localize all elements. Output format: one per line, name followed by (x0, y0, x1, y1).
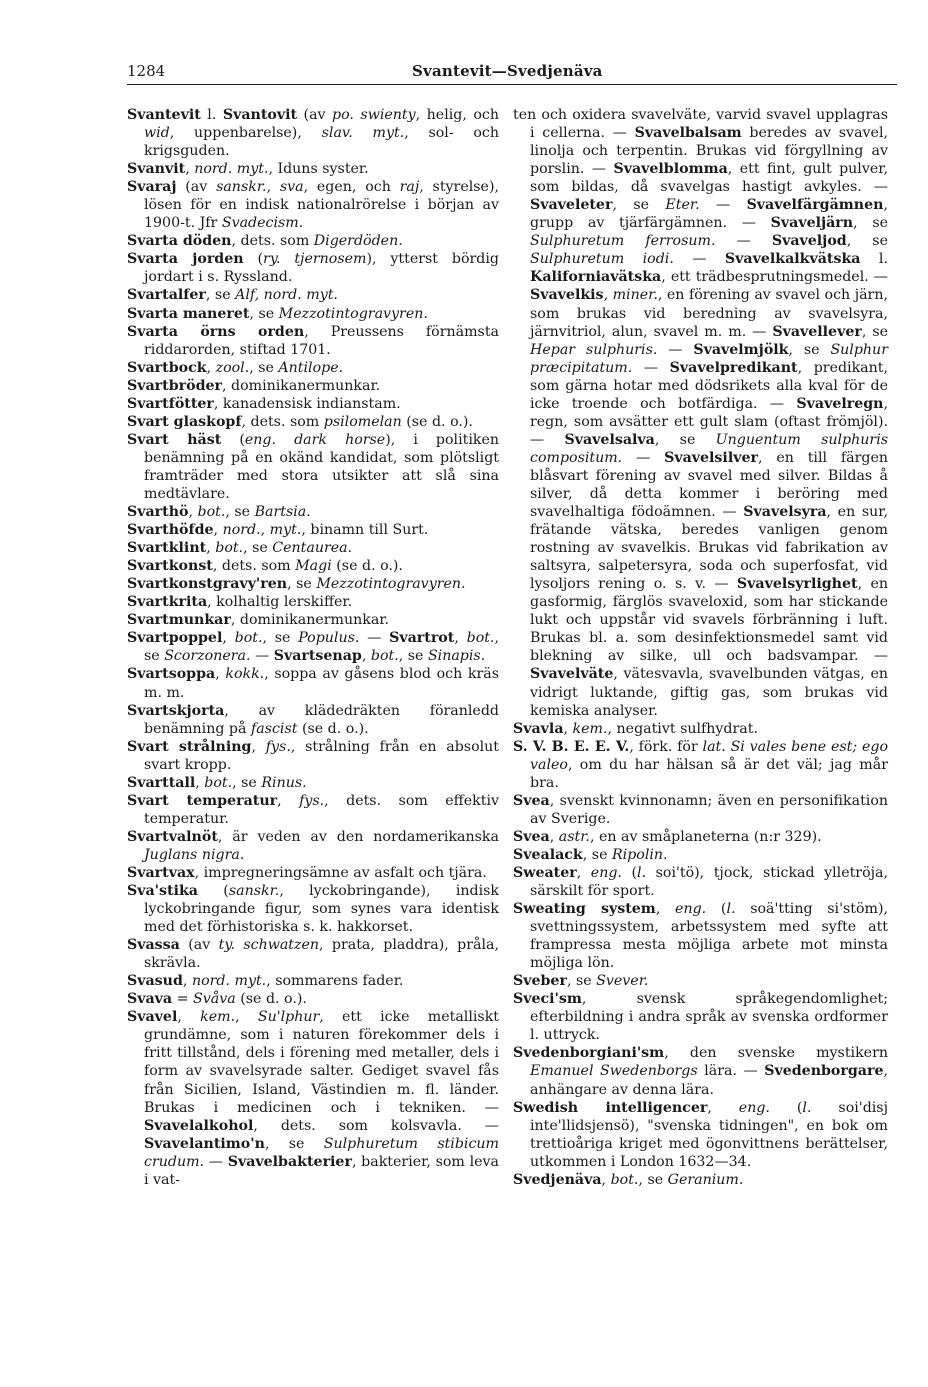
dictionary-entry: Sveci'sm, svensk språkegendomlighet; efterbildning i andra språk av svenska ordformer l. uttryck. (513, 991, 888, 1044)
dictionary-entry: Svart glaskopf, dets. som psilomelan (se d. o.). (127, 413, 473, 430)
dictionary-entry: Svartkonst, dets. som Magi (se d. o.). (127, 558, 403, 575)
dictionary-entry: Svavla, kem., negativt sulfhydrat. (513, 720, 758, 737)
dictionary-entry: Svartvalnöt, är veden av den nordamerikanska Juglans nigra. (127, 828, 499, 863)
dictionary-entry: ten och oxidera svavelväte, varvid svavel upplagras i cellerna. — Svavelbalsam beredes av svavel, linolja och terpentin. Brukas vid förgyllning av porslin. — Svavelblomma, ett fint, gult pulver, som bildas, då svavelgas hastigt avkyles. — Svaveleter, se Eter. — Svavelfärgämnen, grupp av tjärfärgämnen. — Svaveljärn, se Sulphuretum ferrosum. — Svaveljod, se Sulphuretum iodi. — Svavelkalkvätska l. Kaliforniavätska, ett trädbesprutningsmedel. — Svavelkis, miner., en förening av svavel och järn, som brukas vid beredning av svavelsyra, järnvitriol, alun, svavel m. m. — Svavellever, se Hepar sulphuris. — Svavelmjölk, se Sulphur præcipitatum. — Svavelpredikant, predikant, som gärna hotar med dödsrikets alla kval för de icke troende och botfärdiga. — Svavelregn, regn, som avsätter ett gult slam (oftast frömjöl). — Svavelsalva, se Unguentum sulphuris compositum. — Svavelsilver, en till färgen blåsvart förening av svavel med silver. Bildas å silver, då detta kommer i beröring med svavelhaltiga födoämnen. — Svavelsyra, en sur, frätande vätska, beredes vanligen genom rostning av svavelkis. Brukas vid fabrikation av saltsyra, salpetersyra, soda och superfosfat, vid lysoljors rening o. s. v. — Svavelsyrlighet, en gasformig, färglös svaveloxid, som har stickande lukt och uppstår vid svavels förbränning i luft. Brukas bl. a. som desinfektionsmedel samt vid blekning av silke, ull och badsvampar. — Svavelväte, vätesvavla, svavelbunden vätgas, en vidrigt luktande, giftig gas, som brukas vid kemiska analyser. (513, 107, 889, 719)
dictionary-entry: Sweater, eng. (l. soi'tö), tjock, stickad ylletröja, särskilt för sport. (513, 864, 889, 900)
dictionary-entry: Svarta jorden (ry. tjernosem), ytterst bördig jordart i s. Ryssland. (127, 251, 499, 286)
left-column (127, 106, 499, 1189)
dictionary-entry: Svartskjorta, av klädedräkten föranledd benämning på fascist (se d. o.). (127, 702, 499, 737)
dictionary-entry: Sweating system, eng. (l. soä'tting si'stöm), svettningssystem, arbetssystem med syfte att frampressa mesta möjliga arbete mot minsta möjliga lön. (513, 901, 889, 972)
dictionary-entry: Svarthö, bot., se Bartsia. (127, 504, 311, 521)
dictionary-entry: Svart häst (eng. dark horse), i politiken benämning på en okänd kandidat, som plötsligt framträder med stora utsikter att slå sina medtävlare. (127, 431, 499, 502)
dictionary-entry: Svea, svenskt kvinnonamn; även en personifikation av Sverige. (513, 792, 888, 827)
dictionary-entry: S. V. B. E. E. V., förk. för lat. Si vales bene est; ego valeo, om du har hälsan så är det väl; jag mår bra. (513, 738, 888, 791)
dictionary-entry: Svavel, kem., Su'lphur, ett icke metalliskt grundämne, som i naturen förekommer dels i fritt tillstånd, dels i förening med metaller, dels i form av svavelsyrade salter. Gediget svavel fås från Sicilien, Island, Västindien m. fl. länder. Brukas i medicinen och i tekniken. — Svavelalkohol, dets. som kolsvavla. — Svavelantimo'n, se Sulphuretum stibicum crudum. — Svavelbakterier, bakterier, som leva i vat- (127, 1009, 499, 1188)
dictionary-entry: Sva'stika (sanskr., lyckobringande), indisk lyckobringande figur, som synes vara identisk med det förhistoriska s. k. hakkorset. (127, 883, 499, 936)
dictionary-entry: Svantevit l. Svantovit (av po. swienty, helig, och wid, uppenbarelse), slav. myt., sol- och krigsguden. (127, 107, 500, 160)
dictionary-entry: Svartmunkar, dominikanermunkar. (127, 612, 390, 629)
dictionary-entry: Svassa (av ty. schwatzen, prata, pladdra), pråla, skrävla. (127, 937, 499, 972)
dictionary-entry: Svartvax, impregneringsämne av asfalt och tjära. (127, 864, 487, 881)
dictionary-entry: Swedish intelligencer, eng. (l. soi'disj inte'llidsjensö), "svenska tidningen", en bok om trettioåriga kriget med ögonvittnens berättelser, utkommen i London 1632—34. (513, 1099, 888, 1170)
dictionary-entry: Svart temperatur, fys., dets. som effektiv temperatur. (127, 792, 499, 827)
dictionary-entry: Svanvit, nord. myt., Iduns syster. (127, 161, 369, 178)
dictionary-entry: Svedenborgiani'sm, den svenske mystikern Emanuel Swedenborgs lära. — Svedenborgare, anhängare av denna lära. (513, 1045, 888, 1098)
page-header (127, 56, 897, 85)
dictionary-entry: Svea, astr., en av småplaneterna (n:r 329). (513, 828, 822, 845)
dictionary-entry: Svartpoppel, bot., se Populus. — Svartrot, bot., se Scorzonera. — Svartsenap, bot., se Sinapis. (127, 630, 499, 665)
dictionary-entry: Svealack, se Ripolin. (513, 846, 668, 863)
dictionary-entry: Svarta maneret, se Mezzotintogravyren. (127, 305, 428, 322)
dictionary-entry: Svarttall, bot., se Rinus. (127, 774, 307, 791)
dictionary-entry: Svartklint, bot., se Centaurea. (127, 540, 353, 557)
dictionary-entry: Svasud, nord. myt., sommarens fader. (127, 973, 404, 990)
running-title: Svantevit—Svedjenäva (412, 62, 603, 80)
dictionary-entry: Svartkrita, kolhaltig lerskiffer. (127, 594, 353, 611)
dictionary-entry: Svartsoppa, kokk., soppa av gåsens blod och kräs m. m. (127, 666, 499, 701)
dictionary-entry: Svaraj (av sanskr., sva, egen, och raj, styrelse), lösen för en indisk nationalrörelse i början av 1900-t. Jfr Svadecism. (127, 179, 499, 232)
dictionary-entry: Svartbröder, dominikanermunkar. (127, 377, 381, 394)
dictionary-entry: Svartkonstgravy'ren, se Mezzotintogravyren. (127, 576, 466, 593)
dictionary-entry: Svava = Svåva (se d. o.). (127, 991, 307, 1008)
dictionary-entry: Svarta örns orden, Preussens förnämsta riddarorden, stiftad 1701. (127, 323, 499, 358)
dictionary-entry: Svartfötter, kanadensisk indianstam. (127, 395, 401, 412)
dictionary-entry: Sveber, se Svever. (513, 973, 649, 990)
page-number: 1284 (127, 62, 166, 80)
dictionary-entry: Svarthöfde, nord., myt., binamn till Surt. (127, 522, 429, 539)
dictionary-entry: Svartbock, zool., se Antilope. (127, 359, 344, 376)
dictionary-entry: Svedjenäva, bot., se Geranium. (513, 1171, 744, 1188)
right-column (513, 106, 888, 1189)
dictionary-entry: Svartalfer, se Alf, nord. myt. (127, 287, 338, 304)
dictionary-entry: Svarta döden, dets. som Digerdöden. (127, 233, 403, 250)
dictionary-entry: Svart strålning, fys., strålning från en absolut svart kropp. (127, 738, 500, 773)
